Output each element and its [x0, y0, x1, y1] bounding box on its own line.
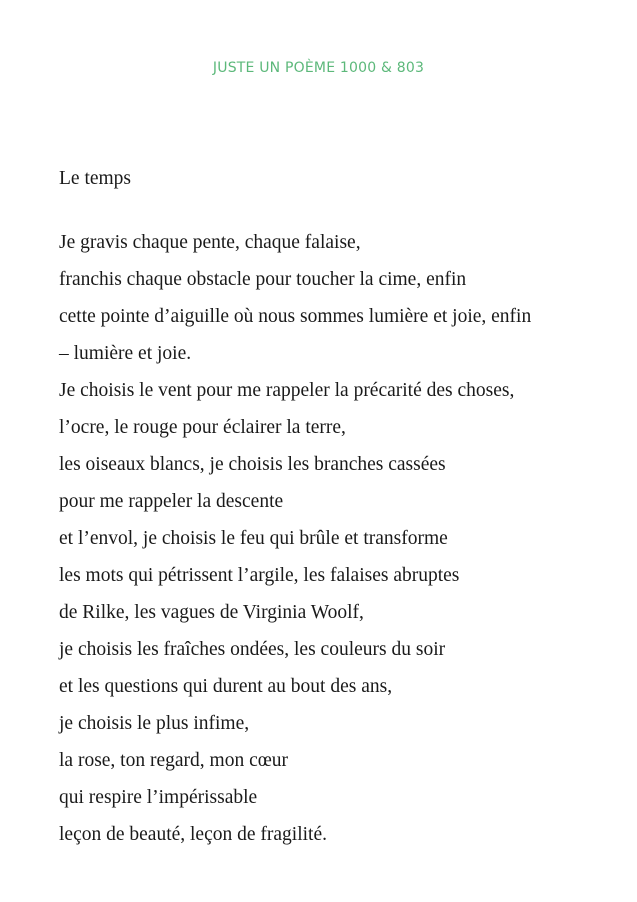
poem-title: Le temps: [59, 168, 132, 189]
poem-line: franchis chaque obstacle pour toucher la cime, enfin: [59, 269, 467, 290]
poem-line: la rose, ton regard, mon cœur: [59, 750, 289, 771]
poem-line: pour me rappeler la descente: [59, 491, 284, 512]
poem-line: qui respire l’impérissable: [59, 787, 258, 808]
poem-line: les oiseaux blancs, je choisis les branches cassées: [59, 454, 446, 475]
poem-line: cette pointe d’aiguille où nous sommes lumière et joie, enfin: [59, 306, 532, 327]
poem-line: Je gravis chaque pente, chaque falaise,: [59, 232, 361, 253]
poem-line: et l’envol, je choisis le feu qui brûle et transforme: [59, 528, 448, 549]
poem-line: les mots qui pétrissent l’argile, les falaises abruptes: [59, 565, 460, 586]
poem-line: et les questions qui durent au bout des ans,: [59, 676, 393, 697]
poem-line: l’ocre, le rouge pour éclairer la terre,: [59, 417, 346, 438]
poem-line: je choisis le plus infime,: [59, 713, 250, 734]
poem: [59, 166, 619, 859]
poem-line: – lumière et joie.: [59, 343, 192, 364]
poem-body: [59, 230, 619, 859]
poem-line: Je choisis le vent pour me rappeler la précarité des choses,: [59, 380, 515, 401]
poem-line: leçon de beauté, leçon de fragilité.: [59, 824, 327, 845]
running-header: JUSTE UN POÈME 1000 & 803: [212, 60, 425, 76]
poem-line: de Rilke, les vagues de Virginia Woolf,: [59, 602, 364, 623]
poem-line: je choisis les fraîches ondées, les couleurs du soir: [59, 639, 446, 660]
